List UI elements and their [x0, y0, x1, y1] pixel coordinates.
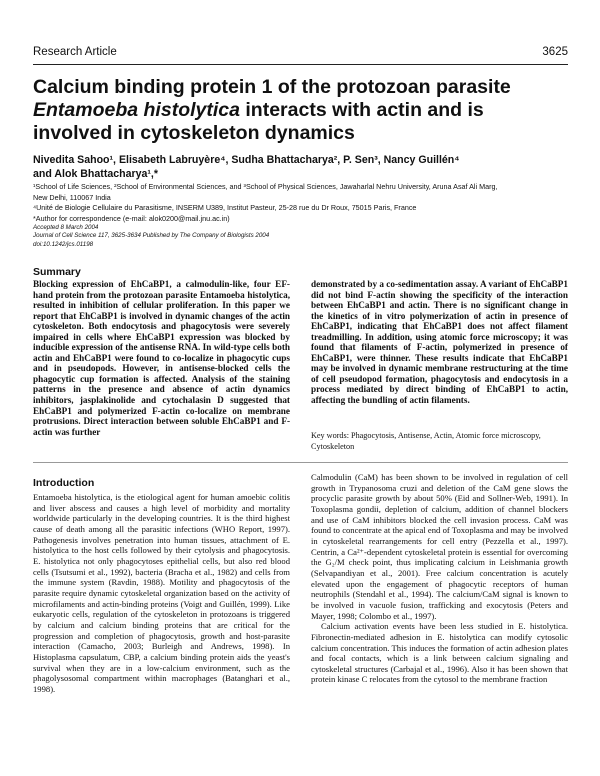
- summary-column-2: demonstrated by a co-sedimentation assay. A variant of EhCaBP1 did not bind F-actin showing the specificity of the interaction between EhCaBP1 and actin. There is no significant change in the kinetics of in vitro polymerization of actin in presence of EhCaBP1, indicating that EhCaBP1 does not affect filament treadmilling. In addition, using atomic force microscopy; it was found that filaments of F-actin, polymerized in presence of EhCaBP1, were thinner. These results indicate that EhCaBP1 may be involved in dynamic membrane restructuring at the time of cell pseudopod formation, phagocytosis and endocytosis in a process mediated by direct binding of EhCaBP1 to actin, affecting the bundling of actin filaments.: [311, 279, 569, 406]
- title-line-2: interacts with actin and is: [239, 99, 484, 121]
- summary-heading: Summary: [33, 266, 81, 278]
- page-number: 3625: [542, 46, 568, 58]
- section-label: Research Article: [33, 46, 117, 58]
- publication-info: [33, 224, 433, 249]
- author-list: [33, 154, 563, 181]
- authors-line-2: and Alok Bhattacharya¹,*: [33, 167, 158, 180]
- affiliation-line-3: ⁴Unité de Biologie Cellulaire du Parasitisme, INSERM U389, Institut Pasteur, 25-28 rue du Dr Roux, 75015 Paris, France: [33, 203, 417, 212]
- introduction-heading: Introduction: [33, 477, 95, 489]
- introduction-column-2: [311, 472, 568, 685]
- authors-line-1: Nivedita Sahoo¹, Elisabeth Labruyère⁴, Sudha Bhattacharya², P. Sen³, Nancy Guillén⁴: [33, 154, 460, 166]
- section-divider: [33, 462, 568, 463]
- header-rule: [33, 64, 568, 65]
- title-line-1: Calcium binding protein 1 of the protozoan parasite: [33, 76, 511, 98]
- intro-paragraph-1: Entamoeba histolytica, is the etiological agent for human amoebic colitis and liver abscess and causes a high level of morbidity and mortality worldwide particularly in the developing countries. It is the third highest cause of death among all the parasitic infections (WHO Report, 1997). Pathogenesis involves penetration into human tissues, attachment of E. histolytica to the host cells followed by their cytolysis and phagocytosis. E. histolytica not only phagocytoses epithelial cells, but also red blood cells (Tsutsumi et al., 1992), bacteria (Bracha et al., 1982) and cells from the immune system (Ravdin, 1988). Motility and phagocytosis of the parasite require dynamic cytoskeletal organization based on the activity of microfilaments and actin-binding proteins (Voigt and Guillén, 1999). Like eukaryotic cells, regulation of the cytoskeleton in protozoans is triggered by calcium and calcium binding proteins that are critical for the progression and completion of phagocytosis, growth and host-parasite interaction (Camacho, 2003; Burleigh and Andrews, 1998). In Histoplasma capsulatum, CBP, a calcium binding protein aids the yeast's survival when they are in a low-calcium environment, such as the phagolysosomal compartment within macrophages (Batanghari et al., 1998).: [33, 492, 290, 694]
- summary-column-1: Blocking expression of EhCaBP1, a calmodulin-like, four EF-hand protein from the protozoan parasite Entamoeba histolytica, resulted in inhibition of cellular proliferation. In this paper we report that EhCaBP1 is involved in dynamic changes of the actin cytoskeleton. Both endocytosis and phagocytosis were severely impaired in cells where EhCaBP1 expression was blocked by inducible expression of the antisense RNA. In wild-type cells both actin and EhCaBP1 were found to co-localize in phagocytic cups and in pseudopods. However, in antisense-blocked cells the phagocytic cup formation is affected. Analysis of the staining patterns in the presence and absence of actin dynamics inhibitors, jasplakinolide and cytochalasin D suggested that EhCaBP1 and polymerized F-actin co-localize on membrane protrusions. Direct interaction between soluble EhCaBP1 and F-actin was further: [33, 279, 290, 437]
- affiliations: [33, 182, 568, 224]
- title-line-3: involved in cytoskeleton dynamics: [33, 122, 355, 144]
- accepted-date: Accepted 8 March 2004: [33, 224, 99, 231]
- doi: doi:10.1242/jcs.01198: [33, 240, 94, 248]
- journal-citation: Journal of Cell Science 117, 3625-3634 Published by The Company of Biologists 2004: [33, 232, 270, 240]
- introduction-column-1: [33, 492, 290, 694]
- running-header: [33, 46, 568, 62]
- affiliation-line-1: ¹School of Life Sciences, ²School of Environmental Sciences, and ³School of Physical Sciences, Jawaharlal Nehru University, Aruna Asaf Ali Marg,: [33, 182, 498, 191]
- correspondence-note: *Author for correspondence (e-mail: alok0200@mail.jnu.ac.in): [33, 213, 230, 223]
- article-title: [33, 76, 573, 145]
- affiliation-line-2: New Delhi, 110067 India: [33, 192, 111, 202]
- keywords: Key words: Phagocytosis, Antisense, Actin, Atomic force microscopy, Cytoskeleton: [311, 431, 541, 451]
- intro-paragraph-2: Calmodulin (CaM) has been shown to be involved in regulation of cell growth in Trypanosoma cruzi and deletion of the CaM gene slows the procyclic parasite growth by about 50% (Eid and Sollner-Web, 1991). In Toxoplasma gondii, depletion of calcium, addition of channel blockers and use of CaM inhibitors blocked the cell invasion process. CaM was found to concentrate at the apical end of Toxoplasma and may be involved in cytoskeletal rearrangements for cell entry (Pezzella et al., 1997). Centrin, a Ca²⁺-dependent cytoskeletal protein is essential for overcoming the G₂/M check point, thus implicating calcium in Leishmania growth (Selvapandiyan et al., 2001). Free calcium concentration is acutely elevated upon the engagement of phagocytic receptors of human neutrophils (Stendahl et al., 1994). The calcium/CaM signal is known to be involved in vacuole fusion, trafficking and exocytosis (Peters and Mayer, 1998; Colombo et al., 1997).: [311, 472, 568, 621]
- title-species-name: Entamoeba histolytica: [33, 99, 240, 121]
- intro-paragraph-3: Calcium activation events have been less studied in E. histolytica. Fibronectin-mediated adhesion in E. histolytica can modify cytosolic calcium concentration. This induces the formation of actin adhesion plates and focal contacts, which is a link between calcium signaling and cytoskeletal structures (Carbajal et al., 1996). Also it has been shown that protein kinase C relocates from the cytosol to the membrane fraction: [311, 621, 568, 685]
